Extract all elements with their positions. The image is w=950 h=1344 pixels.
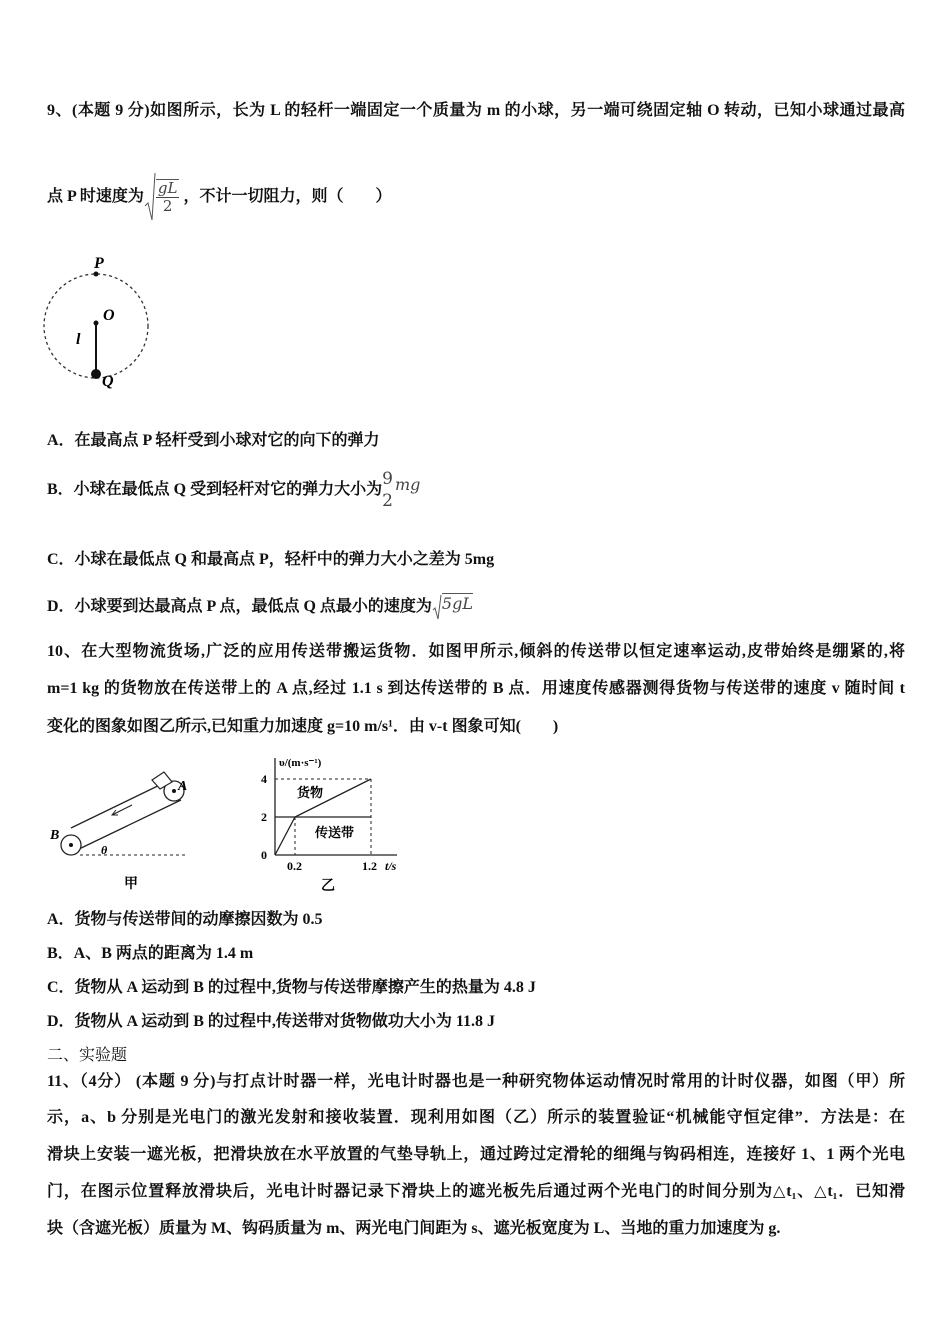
x-tick-0.2: 0.2 xyxy=(287,859,302,873)
label-cargo: 货物 xyxy=(297,785,324,800)
sqrt-5gl: 5gL xyxy=(432,594,473,620)
q11-line4: 门，在图示位置释放滑块后，光电计时器记录下滑块上的遮光板先后通过两个光电门的时间分别为△t₁、△t₁．已知滑 xyxy=(47,1183,905,1200)
label-p: P xyxy=(94,255,104,272)
q9-option-c: C．小球在最低点 Q 和最高点 P，轻杆中的弹力大小之差为 5mg xyxy=(47,551,495,568)
y-tick-0: 0 xyxy=(261,848,267,862)
q9-option-d: D．小球要到达最高点 P 点，最低点 Q 点最小的速度为 5gL xyxy=(47,594,473,620)
q11-line1: 11、（4分） (本题 9 分)与打点计时器一样，光电计时器也是一种研究物体运动情况时常用的计时仪器，如图（甲）所 xyxy=(47,1073,905,1090)
q10-stem-line1: 10、在大型物流货场,广泛的应用传送带搬运货物．如图甲所示,倾斜的传送带以恒定速率运动,皮带始终是绷紧的,将 xyxy=(47,643,905,660)
x-tick-1.2: 1.2 xyxy=(362,859,377,873)
q9-stem-text: 点 P 时速度为 xyxy=(47,188,144,205)
y-tick-4: 4 xyxy=(261,772,267,786)
x-axis-label: t/s xyxy=(385,859,397,873)
q9-stem-text-post: ，不计一切阻力，则（ ） xyxy=(183,188,392,205)
section-heading: 二、实验题 xyxy=(47,1047,128,1064)
q10-option-b: B．A、B 两点的距离为 1.4 m xyxy=(47,945,254,962)
q9-stem-line2 xyxy=(47,172,392,222)
q10-option-d: D．货物从 A 运动到 B 的过程中,传送带对货物做功大小为 11.8 J xyxy=(47,1013,496,1030)
caption-yi: 乙 xyxy=(321,879,335,894)
caption-jia: 甲 xyxy=(124,877,138,892)
q11-line5: 块（含遮光板）质量为 M、钩码质量为 m、两光电门间距为 s、遮光板宽度为 L、当地的重力加速度为 g. xyxy=(47,1220,781,1237)
vt-graph-yi xyxy=(255,752,415,897)
q9-circle-figure xyxy=(40,248,160,393)
radical-sign-icon xyxy=(144,172,156,222)
q11-line3: 滑块上安装一遮光板，把滑块放在水平放置的气垫导轨上，通过跨过定滑轮的细绳与钩码相连，连接好 1、1 两个光电 xyxy=(47,1146,905,1163)
label-belt: 传送带 xyxy=(315,825,355,840)
q9-option-a: A．在最高点 P 轻杆受到小球对它的向下的弹力 xyxy=(47,432,380,449)
q10-stem-line2: m=1 kg 的货物放在传送带上的 A 点,经过 1.1 s 到达传送带的 B 点．用速度传感器测得货物与传送带的速度 v 随时间 t xyxy=(47,680,905,697)
label-o: O xyxy=(103,307,115,324)
y-axis-label: υ/(m·s⁻¹) xyxy=(279,757,322,769)
sqrt-gl-over-2: $\frac{gL}{2}$ xyxy=(144,172,180,222)
q10-stem-line3: 变化的图象如图乙所示,已知重力加速度 g=10 m/s¹．由 v-t 图象可知( ) xyxy=(47,718,559,735)
q10-option-a: A．货物与传送带间的动摩擦因数为 0.5 xyxy=(47,911,323,928)
q10-option-c: C．货物从 A 运动到 B 的过程中,货物与传送带摩擦产生的热量为 4.8 J xyxy=(47,979,536,996)
y-tick-2: 2 xyxy=(261,810,267,824)
label-a: A xyxy=(178,779,188,794)
label-q: Q xyxy=(102,373,114,390)
label-b: B xyxy=(50,828,60,843)
q11-line2: 示，a、b 分别是光电门的激光发射和接收装置．现利用如图（乙）所示的装置验证“机械能守恒定律”．方法是：在 xyxy=(47,1109,905,1126)
fraction-9-over-2: 9 2 xyxy=(382,469,393,511)
conveyor-figure-jia xyxy=(40,750,190,895)
radical-sign-icon xyxy=(432,594,442,620)
q9-stem-line1: 9、(本题 9 分)如图所示，长为 L 的轻杆一端固定一个质量为 m 的小球，另一端可绕固定轴 O 转动，已知小球通过最高 xyxy=(47,102,905,119)
q9-option-b: B．小球在最低点 Q 受到轻杆对它的弹力大小为 9 2 mg xyxy=(47,469,421,511)
label-theta: θ xyxy=(101,843,108,857)
label-l: l xyxy=(76,331,81,348)
